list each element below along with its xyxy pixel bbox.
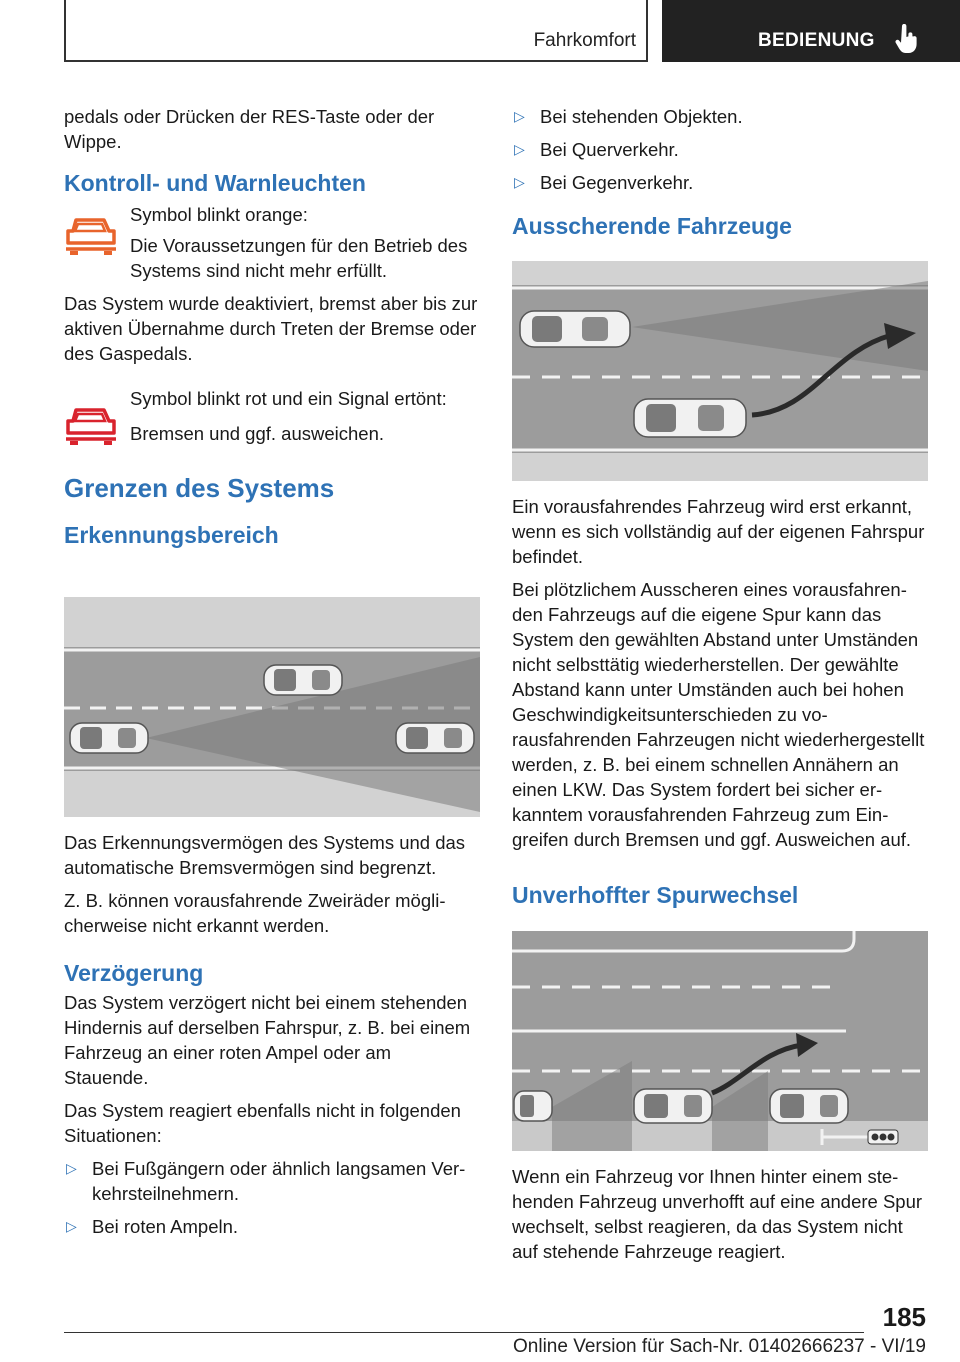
list-item-text: Bei stehenden Objekten.	[540, 106, 743, 127]
triangle-bullet-icon: ▷	[514, 141, 525, 157]
right-column-lower	[512, 1164, 928, 1272]
list-item-text: Bei Querverkehr.	[540, 139, 679, 160]
figure-erkennungsbereich	[64, 597, 480, 817]
heading-spurwechsel: Unverhoffter Spurwechsel	[512, 882, 799, 908]
car-warning-red-icon	[64, 406, 118, 452]
heading-verzoegerung: Verzögerung	[64, 960, 204, 986]
car-lane-changing	[634, 1089, 712, 1123]
verzoegerung-text-1: Das System verzögert nicht bei einem stehenden Hindernis auf derselben Fahrspur, z. B. bei einem Fahrzeug an einer roten Ampel oder am Stauende.	[64, 992, 471, 1088]
car-own	[70, 723, 148, 753]
page-number: 185	[882, 1302, 926, 1332]
car-own	[520, 311, 630, 347]
triangle-bullet-icon: ▷	[66, 1218, 77, 1234]
heading-grenzen: Grenzen des Systems	[64, 473, 335, 503]
list-item-text: Bei Gegenverkehr.	[540, 172, 694, 193]
ausscherend-text-2: Bei plötzlichem Ausscheren eines vorausfahrenden Fahrzeugs auf die eigene Spur kann das System den gewählten Abstand unter Umständen nicht selbsttätig wiederherstellen. Der gewählte Abstand kann unter Umständen auch bei hohen Geschwindigkeitsunterschieden zu vorausfahrenden Fahrzeugen nicht wiederhergestellt werden, z. B. bei einem schnellen Annähern an einen LKW. Das System fordert bei sicher erkanntem vorausfahrenden Fahrzeug zum Eingreifen durch Bremsen und ggf. Ausweichen auf.	[512, 579, 925, 850]
car-own	[514, 1091, 552, 1121]
intro-text: pedals oder Drücken der RES-Taste oder der Wippe.	[64, 106, 435, 152]
erkennung-text-1: Das Erkennungsvermögen des Systems und das automatische Bremsvermögen sind begrenzt.	[64, 832, 466, 878]
footer-online-version: Online Version für Sach-Nr. 01402666237 - VI/19	[513, 1336, 926, 1357]
header-chapter-label: BEDIENUNG	[758, 30, 875, 51]
car-swerving	[634, 399, 746, 437]
right-bullet-list	[512, 104, 928, 195]
warning-orange-block	[64, 202, 480, 283]
list-item	[512, 137, 928, 162]
left-bullet-list	[64, 1156, 480, 1239]
verzoegerung-text-2: Das System reagiert ebenfalls nicht in folgenden Situationen:	[64, 1100, 461, 1146]
triangle-bullet-icon: ▷	[514, 108, 525, 124]
header-section-title: Fahrkomfort	[533, 30, 636, 51]
warning-orange-line2: Die Voraussetzungen für den Betrieb des Systems sind nicht mehr erfüllt.	[130, 235, 468, 281]
deaktiviert-text: Das System wurde deaktiviert, bremst aber bis zur aktiven Übernahme durch Treten der Bremse oder des Gaspedals.	[64, 293, 478, 364]
warning-red-line2: Bremsen und ggf. ausweichen.	[130, 423, 385, 444]
warning-red-block	[64, 386, 480, 446]
left-column	[64, 104, 480, 550]
figure-ausscherende-fahrzeuge	[512, 261, 928, 481]
right-column	[512, 104, 928, 241]
list-item	[64, 1156, 480, 1206]
ausscherend-text-1: Ein vorausfahrendes Fahrzeug wird erst erkannt, wenn es sich vollständig auf der eigenen Fahrspur befindet.	[512, 496, 925, 567]
list-item-text: Bei roten Ampeln.	[92, 1216, 239, 1237]
car-front-own-lane	[396, 723, 474, 753]
car-front-left-lane	[264, 665, 342, 695]
list-item-text: Bei Fußgängern oder ähnlich langsamen Verkehrsteilnehmern.	[92, 1158, 466, 1204]
spurwechsel-text: Wenn ein Fahrzeug vor Ihnen hinter einem stehenden Fahrzeug unverhofft auf eine andere Spur wechselt, selbst reagieren, da das System nicht auf stehende Fahrzeuge reagiert.	[512, 1166, 923, 1262]
triangle-bullet-icon: ▷	[514, 174, 525, 190]
list-item	[512, 104, 928, 129]
car-stationary	[770, 1089, 848, 1123]
header-chapter-tab[interactable]	[662, 0, 960, 62]
left-column-lower	[64, 830, 480, 1247]
triangle-bullet-icon: ▷	[66, 1160, 77, 1176]
heading-erkennung: Erkennungsbereich	[64, 522, 279, 548]
list-item	[512, 170, 928, 195]
car-warning-orange-icon	[64, 216, 118, 262]
footer-divider	[64, 1332, 864, 1333]
heading-kontroll: Kontroll- und Warnleuchten	[64, 170, 366, 196]
warning-red-line1: Symbol blinkt rot und ein Signal ertönt:	[130, 388, 447, 409]
hand-pointer-icon	[894, 24, 920, 59]
heading-ausscherend: Ausscherende Fahrzeuge	[512, 213, 792, 239]
warning-orange-line1: Symbol blinkt orange:	[130, 204, 308, 225]
right-column-middle	[512, 494, 928, 910]
erkennung-text-2: Z. B. können vorausfahrende Zweiräder möglicherweise nicht erkannt werden.	[64, 890, 446, 936]
figure-unverhoffter-spurwechsel	[512, 931, 928, 1151]
list-item	[64, 1214, 480, 1239]
